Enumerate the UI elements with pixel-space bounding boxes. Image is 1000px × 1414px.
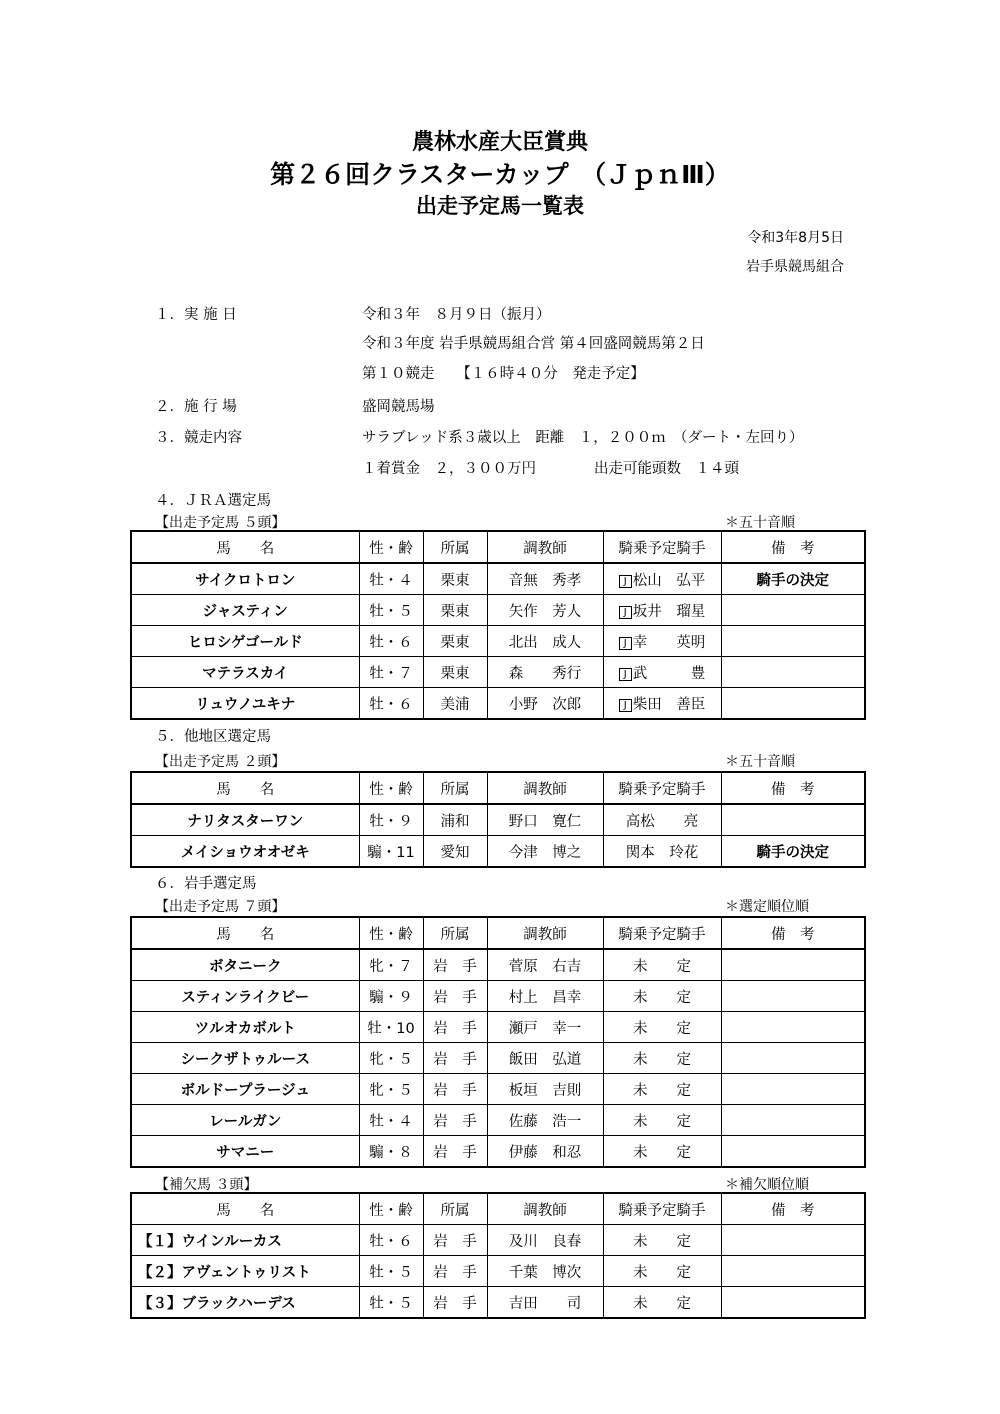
trainer: 千葉 博次 xyxy=(487,1256,603,1287)
horse-name: ボタニーク xyxy=(131,949,359,981)
trainer: 矢作 芳人 xyxy=(487,595,603,626)
trainer: 飯田 弘道 xyxy=(487,1043,603,1074)
remarks: 騎手の決定 xyxy=(721,563,865,595)
trainer: 北出 成人 xyxy=(487,626,603,657)
table-row xyxy=(131,1136,865,1168)
jockey: J 坂井 瑠星 xyxy=(603,595,721,626)
column-header: 調教師 xyxy=(487,917,603,949)
jockey: 未 定 xyxy=(603,981,721,1012)
table-row xyxy=(131,563,865,595)
trainer: 音無 秀孝 xyxy=(487,563,603,595)
jockey: 未 定 xyxy=(603,1287,721,1319)
issuer: 岩手県競馬組合 xyxy=(746,259,844,275)
column-header: 所属 xyxy=(423,531,487,563)
document-title: 出走予定馬一覧表 xyxy=(416,194,584,218)
sex-age: 牡・９ xyxy=(359,804,423,836)
column-header: 性・齢 xyxy=(359,917,423,949)
column-header: 馬 名 xyxy=(131,1193,359,1225)
affiliation: 愛知 xyxy=(423,836,487,868)
affiliation: 栗東 xyxy=(423,595,487,626)
trainer: 瀬戸 幸一 xyxy=(487,1012,603,1043)
issue-date: 令和3年8月5日 xyxy=(747,230,844,246)
column-header: 調教師 xyxy=(487,531,603,563)
sex-age: 牡・６ xyxy=(359,1225,423,1256)
remarks xyxy=(721,1043,865,1074)
horse-name: ジャスティン xyxy=(131,595,359,626)
table-row xyxy=(131,688,865,720)
horse-name: 【１】ウインルーカス xyxy=(131,1225,359,1256)
table-row xyxy=(131,1287,865,1319)
affiliation: 岩 手 xyxy=(423,949,487,981)
trainer: 及川 良春 xyxy=(487,1225,603,1256)
table-row xyxy=(131,804,865,836)
column-header: 騎乗予定騎手 xyxy=(603,917,721,949)
table-row xyxy=(131,1012,865,1043)
trainer: 今津 博之 xyxy=(487,836,603,868)
affiliation: 岩 手 xyxy=(423,1225,487,1256)
table-row xyxy=(131,1105,865,1136)
table-header-row xyxy=(131,917,865,949)
sex-age: 牡・５ xyxy=(359,1256,423,1287)
remarks xyxy=(721,1074,865,1105)
horse-name: スティンライクビー xyxy=(131,981,359,1012)
table-row xyxy=(131,949,865,981)
sex-age: 牡・６ xyxy=(359,626,423,657)
remarks xyxy=(721,949,865,981)
entry-table xyxy=(130,1192,866,1319)
horse-name: 【２】アヴェントゥリスト xyxy=(131,1256,359,1287)
affiliation: 浦和 xyxy=(423,804,487,836)
affiliation: 岩 手 xyxy=(423,981,487,1012)
sex-age: 牝・７ xyxy=(359,949,423,981)
horse-name: メイショウオオゼキ xyxy=(131,836,359,868)
race-title: 第２６回クラスターカップ （ＪｐｎⅢ） xyxy=(270,160,730,189)
jra-badge: J xyxy=(619,668,632,681)
column-header: 備 考 xyxy=(721,772,865,804)
horse-name: ヒロシゲゴールド xyxy=(131,626,359,657)
remarks xyxy=(721,1225,865,1256)
column-header: 騎乗予定騎手 xyxy=(603,772,721,804)
info-value: 令和３年度 岩手県競馬組合営 第４回盛岡競馬第２日 xyxy=(362,336,705,352)
column-header: 所属 xyxy=(423,772,487,804)
sort-order-note: ＊選定順位順 xyxy=(725,899,809,915)
entry-table xyxy=(130,530,866,720)
horse-name: ツルオカボルト xyxy=(131,1012,359,1043)
trainer: 森 秀行 xyxy=(487,657,603,688)
jockey: 未 定 xyxy=(603,1043,721,1074)
affiliation: 岩 手 xyxy=(423,1105,487,1136)
info-value: 盛岡競馬場 xyxy=(362,399,435,415)
sort-order-note: ＊五十音順 xyxy=(725,515,795,531)
info-value: 第１０競走 【１６時４０分 発走予定】 xyxy=(362,366,645,382)
horse-name: ナリタスターワン xyxy=(131,804,359,836)
table-row xyxy=(131,836,865,868)
table-row xyxy=(131,981,865,1012)
column-header: 性・齢 xyxy=(359,772,423,804)
affiliation: 栗東 xyxy=(423,657,487,688)
sex-age: 牡・10 xyxy=(359,1012,423,1043)
column-header: 調教師 xyxy=(487,772,603,804)
trainer: 吉田 司 xyxy=(487,1287,603,1319)
jockey: 未 定 xyxy=(603,1012,721,1043)
table-header-row xyxy=(131,1193,865,1225)
trainer: 佐藤 浩一 xyxy=(487,1105,603,1136)
affiliation: 岩 手 xyxy=(423,1287,487,1319)
sex-age: 牝・５ xyxy=(359,1074,423,1105)
jockey: 未 定 xyxy=(603,1074,721,1105)
affiliation: 美浦 xyxy=(423,688,487,720)
sex-age: 牡・７ xyxy=(359,657,423,688)
table-row xyxy=(131,595,865,626)
remarks xyxy=(721,804,865,836)
column-header: 騎乗予定騎手 xyxy=(603,1193,721,1225)
section-title: ４．ＪＲＡ選定馬 xyxy=(155,493,271,509)
jra-badge: J xyxy=(619,606,632,619)
remarks xyxy=(721,1136,865,1168)
trainer: 野口 寛仁 xyxy=(487,804,603,836)
section-count: 【補欠馬 ３頭】 xyxy=(155,1177,258,1193)
jockey: 関本 玲花 xyxy=(603,836,721,868)
jra-badge: J xyxy=(619,699,632,712)
horse-name: シークザトゥルース xyxy=(131,1043,359,1074)
table-header-row xyxy=(131,531,865,563)
jra-badge: J xyxy=(619,575,632,588)
info-value: １着賞金 ２，３００万円 出走可能頭数 １４頭 xyxy=(362,461,739,477)
column-header: 馬 名 xyxy=(131,772,359,804)
jockey: 未 定 xyxy=(603,1256,721,1287)
affiliation: 栗東 xyxy=(423,626,487,657)
jockey: 未 定 xyxy=(603,1225,721,1256)
section-count: 【出走予定馬 ５頭】 xyxy=(155,515,286,531)
info-label: ２．施 行 場 xyxy=(155,399,237,415)
jockey: 未 定 xyxy=(603,1105,721,1136)
horse-name: ボルドープラージュ xyxy=(131,1074,359,1105)
jockey: J 武 豊 xyxy=(603,657,721,688)
remarks xyxy=(721,657,865,688)
column-header: 備 考 xyxy=(721,531,865,563)
remarks xyxy=(721,1012,865,1043)
affiliation: 岩 手 xyxy=(423,1012,487,1043)
entry-table xyxy=(130,771,866,868)
info-value: サラブレッド系３歳以上 距離 １，２００ｍ （ダート・左回り） xyxy=(362,430,804,446)
entry-table xyxy=(130,916,866,1168)
sex-age: 牡・４ xyxy=(359,1105,423,1136)
remarks xyxy=(721,1287,865,1319)
remarks xyxy=(721,688,865,720)
remarks xyxy=(721,626,865,657)
sex-age: 騸・９ xyxy=(359,981,423,1012)
trainer: 村上 昌幸 xyxy=(487,981,603,1012)
jockey: 未 定 xyxy=(603,949,721,981)
table-row xyxy=(131,1074,865,1105)
table-row xyxy=(131,1256,865,1287)
remarks: 騎手の決定 xyxy=(721,836,865,868)
column-header: 所属 xyxy=(423,917,487,949)
jockey: 高松 亮 xyxy=(603,804,721,836)
column-header: 調教師 xyxy=(487,1193,603,1225)
info-label: ３．競走内容 xyxy=(155,430,242,446)
jockey: 未 定 xyxy=(603,1136,721,1168)
section-count: 【出走予定馬 ２頭】 xyxy=(155,754,286,770)
column-header: 性・齢 xyxy=(359,531,423,563)
table-row xyxy=(131,1225,865,1256)
sex-age: 牡・５ xyxy=(359,595,423,626)
info-value: 令和３年 ８月９日（振月） xyxy=(362,307,551,323)
section-title: ６．岩手選定馬 xyxy=(155,876,257,892)
jockey: J 松山 弘平 xyxy=(603,563,721,595)
jockey: J 幸 英明 xyxy=(603,626,721,657)
trainer: 板垣 吉則 xyxy=(487,1074,603,1105)
column-header: 所属 xyxy=(423,1193,487,1225)
trainer: 菅原 右吉 xyxy=(487,949,603,981)
column-header: 性・齢 xyxy=(359,1193,423,1225)
remarks xyxy=(721,595,865,626)
column-header: 馬 名 xyxy=(131,531,359,563)
column-header: 馬 名 xyxy=(131,917,359,949)
affiliation: 岩 手 xyxy=(423,1136,487,1168)
jockey: J 柴田 善臣 xyxy=(603,688,721,720)
affiliation: 岩 手 xyxy=(423,1043,487,1074)
column-header: 備 考 xyxy=(721,917,865,949)
table-row xyxy=(131,657,865,688)
sex-age: 牡・６ xyxy=(359,688,423,720)
trainer: 小野 次郎 xyxy=(487,688,603,720)
sort-order-note: ＊五十音順 xyxy=(725,754,795,770)
remarks xyxy=(721,1256,865,1287)
column-header: 備 考 xyxy=(721,1193,865,1225)
column-header: 騎乗予定騎手 xyxy=(603,531,721,563)
remarks xyxy=(721,1105,865,1136)
jra-badge: J xyxy=(619,637,632,650)
remarks xyxy=(721,981,865,1012)
section-title: ５．他地区選定馬 xyxy=(155,729,271,745)
affiliation: 岩 手 xyxy=(423,1074,487,1105)
affiliation: 栗東 xyxy=(423,563,487,595)
horse-name: 【３】ブラックハーデス xyxy=(131,1287,359,1319)
horse-name: マテラスカイ xyxy=(131,657,359,688)
table-header-row xyxy=(131,772,865,804)
section-count: 【出走予定馬 ７頭】 xyxy=(155,899,286,915)
info-label: １．実 施 日 xyxy=(155,307,237,323)
sex-age: 騸・８ xyxy=(359,1136,423,1168)
horse-name: レールガン xyxy=(131,1105,359,1136)
affiliation: 岩 手 xyxy=(423,1256,487,1287)
table-row xyxy=(131,1043,865,1074)
sex-age: 牡・５ xyxy=(359,1287,423,1319)
horse-name: サマニー xyxy=(131,1136,359,1168)
sex-age: 牝・５ xyxy=(359,1043,423,1074)
horse-name: リュウノユキナ xyxy=(131,688,359,720)
trainer: 伊藤 和忍 xyxy=(487,1136,603,1168)
award-title: 農林水産大臣賞典 xyxy=(411,130,588,155)
table-row xyxy=(131,626,865,657)
sex-age: 牡・４ xyxy=(359,563,423,595)
sex-age: 騸・11 xyxy=(359,836,423,868)
sort-order-note: ＊補欠順位順 xyxy=(725,1177,809,1193)
horse-name: サイクロトロン xyxy=(131,563,359,595)
